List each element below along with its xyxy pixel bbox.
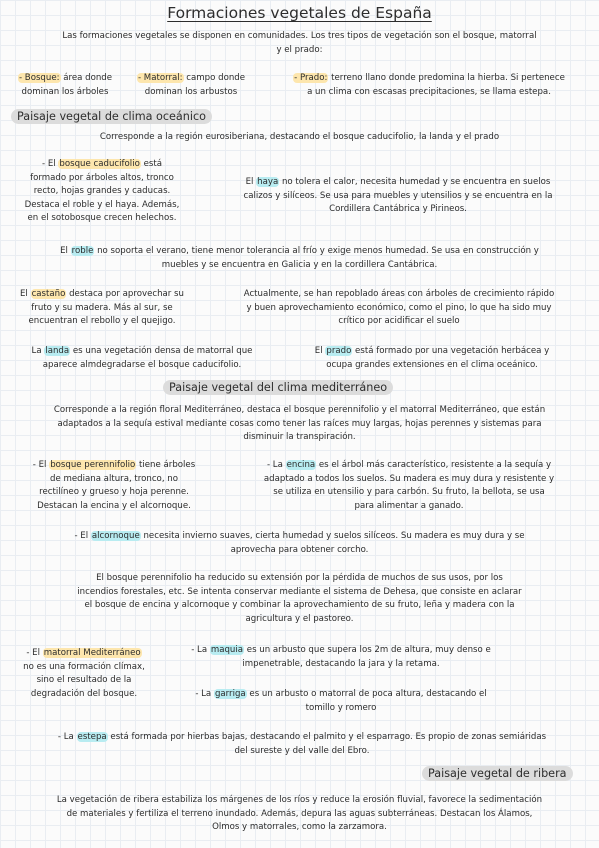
paragraph-haya: El haya no tolera el calor, necesita humedad y se encuentra en suelos calizos y silíceos. Se usa para muebles y utensilios y se encuentra en la Cordillera Cantábrica y Pirineos. <box>243 177 553 215</box>
paragraph-repoblado: Actualmente, se han repoblado áreas con árboles de crecimiento rápido y buen aprovechamiento económico, como el pino, lo que ha sido muy crítico por acidificar el suelo <box>243 289 555 327</box>
term-estepa: estepa <box>77 732 107 742</box>
paragraph-garriga: - La garriga es un arbusto o matorral de poca altura, destacando el tomillo y romero <box>195 689 487 713</box>
intro-paragraph <box>0 30 599 57</box>
term-prado-oceanico: prado <box>326 346 352 356</box>
paragraph-prado: El prado está formado por una vegetación herbácea y ocupa grandes extensiones en el clima oceánico. <box>314 346 550 370</box>
intro-line: Las formaciones vegetales se disponen en comunidades. Los tres tipos de vegetación son el bosque, matorral <box>62 31 537 41</box>
paragraph-ribera: La vegetación de ribera estabiliza los márgenes de los ríos y reduce la erosión fluvial, favorece la sedimentación de materiales y fertiliza el terreno inundado. Además, depura las aguas subterráneas. Destacan los Álamos, Olmos y matorrales, como la zarzamora. <box>56 795 543 833</box>
term-encina: encina <box>286 460 316 470</box>
paragraph-perennifolio: - El bosque perennifolio tiene árboles de mediana altura, tronco, no rectilíneo y grueso y hoja perenne. Destacan la encina y el alcornoque. <box>32 460 196 511</box>
term-castano: castaño <box>31 289 66 299</box>
term-matorral: Matorral: <box>143 73 183 83</box>
section-heading-ribera: Paisaje vegetal de ribera <box>422 766 573 781</box>
paragraph-dehesa: El bosque perennifolio ha reducido su extensión por la pérdida de muchos de sus usos, por los incendios forestales, etc. Se intenta conservar mediante el sistema de Dehesa, que consiste en aclarar el bosque de encina y alcornoque y combinar la aprovechamiento de su fruto, leña y madera con la agricultura y el pastoreo. <box>77 573 522 624</box>
term-landa: landa <box>45 346 70 356</box>
paragraph-castano: El castaño destaca por aprovechar su fruto y su madera. Más al sur, se encuentran el rebollo y el quejigo. <box>20 289 184 327</box>
paragraph-maquia: - La maquia es un arbusto que supera los 2m de altura, muy denso e impenetrable, destacando la jara y la retama. <box>191 645 491 669</box>
term-matorral-mediterraneo: matorral Mediterráneo <box>43 648 141 658</box>
term-roble: roble <box>71 246 94 256</box>
paragraph-estepa: - La estepa está formada por hierbas bajas, destacando el palmito y el esparrago. Es propio de zonas semiáridas del sureste y del valle del Ebro. <box>57 732 547 756</box>
type-bosque: - Bosque: área donde dominan los árboles <box>18 73 113 97</box>
term-bosque-caducifolio: bosque caducifolio <box>59 159 140 169</box>
term-bosque-perennifolio: bosque perennifolio <box>50 460 136 470</box>
paragraph-matorral-mediterraneo: - El matorral Mediterráneo no es una formación clímax, sino el resultado de la degradación del bosque. <box>23 648 145 699</box>
term-garriga: garriga <box>214 689 246 699</box>
section-lead: Corresponde a la región eurosiberiana, destacando el bosque caducifolio, la landa y el prado <box>99 132 500 142</box>
term-prado: Prado: <box>299 73 328 83</box>
type-prado: - Prado: terreno llano donde predomina la hierba. Si pertenece a un clima con escasas precipitaciones, se llama estepa. <box>294 73 565 97</box>
term-maquia: maquia <box>210 645 244 655</box>
term-bosque: Bosque: <box>24 73 60 83</box>
paragraph-caducifolio: - El bosque caducifolio está formado por árboles altos, tronco recto, hojas grandes y caducas. Destaca el roble y el haya. Además, en el sotobosque crecen helechos. <box>24 159 180 224</box>
paragraph-landa: La landa es una vegetación densa de matorral que aparece almdegradarse el bosque caducifolio. <box>31 346 253 370</box>
paragraph-roble: El roble no soporta el verano, tiene menor tolerancia al frío y exige menos humedad. Se usa en construcción y muebles y se encuentra en Galicia y en la cordillera Cantábrica. <box>60 246 539 270</box>
paragraph-encina: - La encina es el árbol más característico, resistente a la sequía y adaptado a todos los suelos. Su madera es muy dura y resistente y se utiliza en utensilio y para carbón. Su fruto, la bellota, se usa para alimentar a ganado. <box>263 460 555 511</box>
term-haya: haya <box>257 177 279 187</box>
page-title: Formaciones vegetales de España <box>167 4 432 22</box>
section-heading-oceanico: Paisaje vegetal de clima oceánico <box>11 109 212 124</box>
paragraph-alcornoque: - El alcornoque necesita invierno suaves, cierta humedad y suelos silíceos. Su madera es muy dura y se aprovecha para obtener corcho. <box>74 531 525 555</box>
section-lead: Corresponde a la región floral Mediterráneo, destaca el bosque perennifolio y el matorral Mediterráneo, que están adaptados a la sequía estival mediante cosas como tener las raíces muy largas, hojas perennes y sistemas para disminuir la transpiración. <box>53 405 546 443</box>
intro-line: y el prado: <box>276 44 323 55</box>
type-matorral: - Matorral: campo donde dominan los arbustos <box>137 73 246 97</box>
term-alcornoque: alcornoque <box>91 531 140 541</box>
section-heading-mediterraneo: Paisaje vegetal del clima mediterráneo <box>163 380 393 395</box>
